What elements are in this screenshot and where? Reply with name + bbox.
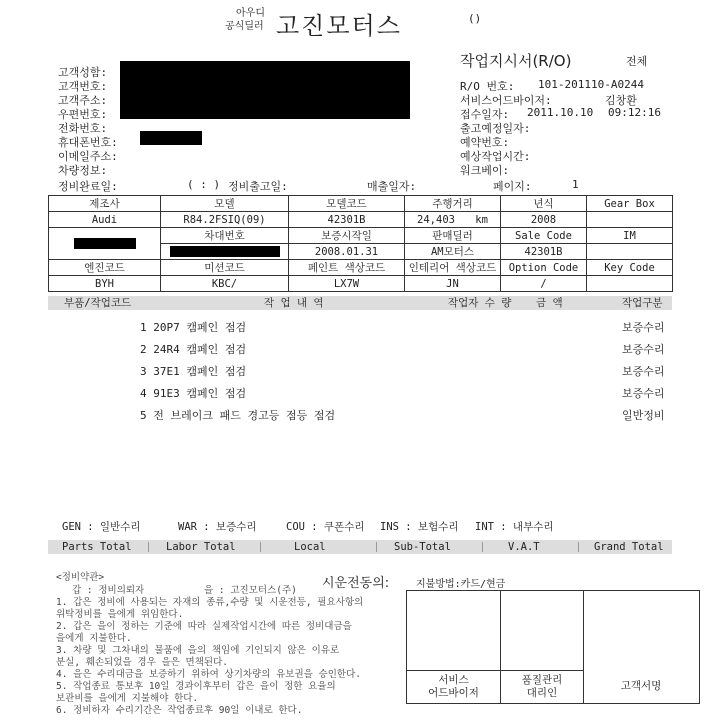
im-value <box>587 244 673 260</box>
vehicle-header-cell: IM <box>587 228 673 244</box>
phone-label: 전화번호: <box>58 122 108 135</box>
model-code-value: 42301B <box>289 212 405 228</box>
gearbox-value <box>587 212 673 228</box>
amount-header: 금 액 <box>536 297 563 309</box>
item-number: 4 <box>140 387 147 400</box>
vehicle-header-cell: 주행거리 <box>405 196 501 212</box>
list-item <box>140 319 246 335</box>
signature-customer[interactable]: 고객서명 <box>620 680 662 692</box>
header-paren: () <box>468 12 482 25</box>
terms-line: 위탁정비를 을에게 위임한다. <box>56 609 184 620</box>
item-text: 20P7 캠페인 점검 <box>153 321 247 334</box>
terms-line: 5. 작업종료 통보후 10일 경과이후부터 갑은 을이 정한 요율의 <box>56 681 336 692</box>
option-code-value: / <box>501 276 587 292</box>
vehicle-header-cell: 판매딜러 <box>405 228 501 244</box>
signature-advisor-line1: 서비스 <box>438 674 469 686</box>
terms-line: 보관비를 을에게 지불해야 한다. <box>56 693 199 704</box>
mobile-label: 휴대폰번호: <box>58 136 118 149</box>
page-value: 1 <box>572 178 579 191</box>
item-number: 3 <box>140 365 147 378</box>
vehicle-table <box>48 195 673 292</box>
labor-total-label: Labor Total <box>166 541 236 553</box>
item-text: 91E3 캠페인 점검 <box>153 387 247 400</box>
item-category: 보증수리 <box>622 387 665 400</box>
redacted-vin <box>170 246 280 257</box>
model-value: R84.2FSIQ(09) <box>161 212 289 228</box>
vehicle-header-cell: 미션코드 <box>161 260 289 276</box>
category-header: 작업구분 <box>622 297 663 309</box>
legend-int: INT : 내부수리 <box>475 521 554 533</box>
item-category: 보증수리 <box>622 321 665 334</box>
page-label: 페이지: <box>493 180 532 193</box>
item-text: 전 브레이크 패드 경고등 점등 점검 <box>153 409 336 422</box>
paint-code-value: LX7W <box>289 276 405 292</box>
terms-line: 4. 을은 수리대금을 보증하기 위하여 상기차량의 유보권을 승인한다. <box>56 669 361 680</box>
description-header: 작 업 내 역 <box>264 297 324 309</box>
email-label: 이메일주소: <box>58 150 118 163</box>
completion-label: 정비완료일: <box>58 180 118 193</box>
vehicle-header-cell: 보증시작일 <box>289 228 405 244</box>
signature-quality-line2: 대리인 <box>526 687 558 699</box>
grand-total-label: Grand Total <box>594 541 664 553</box>
mileage-value: 24,403 <box>417 213 455 226</box>
list-item <box>140 385 246 401</box>
mileage-unit: km <box>475 213 488 226</box>
vehicle-header-cell: 제조사 <box>49 196 161 212</box>
sub-total-label: Sub-Total <box>394 541 451 553</box>
vehicle-header-cell: 년식 <box>501 196 587 212</box>
ro-number-value: 101-201110-A0244 <box>538 78 644 91</box>
terms-line: 3. 차량 및 그차내의 물품에 을의 책임에 기인되지 않은 이유로 <box>56 645 340 656</box>
terms-line: 1. 갑은 정비에 사용되는 자재의 종류,수량 및 시운전등, 필요사항의 <box>56 597 364 608</box>
key-code-value <box>587 276 673 292</box>
local-label: Local <box>294 541 326 553</box>
vehicle-header-cell: 차대번호 <box>161 228 289 244</box>
payment-method: 지불방법:카드/현금 <box>416 579 506 590</box>
parts-code-header: 부품/작업코드 <box>64 297 132 309</box>
signature-advisor[interactable] <box>406 674 501 700</box>
signature-divider <box>406 670 584 671</box>
sale-code-value: 42301B <box>501 244 587 260</box>
vehicle-header-cell: Option Code <box>501 260 587 276</box>
walkway-label: 워크베이: <box>460 164 510 177</box>
vin-cell <box>161 244 289 260</box>
totals-bar <box>48 540 672 554</box>
list-item <box>140 363 246 379</box>
zip-label: 우편번호: <box>58 108 108 121</box>
brand-small-bottom: 공식딜러 <box>225 21 264 32</box>
list-item <box>140 341 246 357</box>
planned-release-label: 출고예정일자: <box>460 122 531 135</box>
legend-cou: COU : 쿠폰수리 <box>286 521 365 533</box>
mileage-cell <box>405 212 501 228</box>
vehicle-header-cell: Sale Code <box>501 228 587 244</box>
received-date: 2011.10.10 <box>527 106 594 119</box>
terms-line: 분실, 훼손되었을 경우 을은 면책된다. <box>56 657 228 668</box>
advisor-label: 서비스어드바이저: <box>460 94 552 107</box>
vehicle-header-cell: 엔진코드 <box>49 260 161 276</box>
item-category: 보증수리 <box>622 343 665 356</box>
brand-small-top: 아우디 <box>236 8 265 19</box>
vehicle-header-cell: 모델 <box>161 196 289 212</box>
legend-war: WAR : 보증수리 <box>178 521 257 533</box>
transmission-code-value: KBC/ <box>161 276 289 292</box>
terms-to: 을 : 고진모터스(주) <box>204 585 297 596</box>
item-category: 보증수리 <box>622 365 665 378</box>
work-order-title: 작업지시서(R/O) <box>460 52 572 70</box>
test-drive-label: 시운전동의: <box>322 576 390 591</box>
vehicle-header-cell: 인테리어 색상코드 <box>405 260 501 276</box>
redacted-cell <box>74 238 136 249</box>
item-number: 2 <box>140 343 147 356</box>
vehicle-row1-headers <box>49 196 673 212</box>
completion-value: ( : ) <box>187 178 221 191</box>
vehicle-header-cell: 모델코드 <box>289 196 405 212</box>
totals-separator <box>148 542 149 552</box>
totals-separator <box>376 542 377 552</box>
vehicle-header-cell: Key Code <box>587 260 673 276</box>
warranty-start-value: 2008.01.31 <box>289 244 405 260</box>
terms-from: 갑 : 정비의뢰자 <box>72 585 145 596</box>
terms-line: 2. 갑은 을이 정하는 기준에 따라 실제작업시간에 따른 정비대금을 <box>56 621 352 632</box>
received-time: 09:12:16 <box>608 106 661 119</box>
item-text: 37E1 캠페인 점검 <box>153 365 247 378</box>
terms-title: <정비약관> <box>56 572 105 583</box>
legend-ins: INS : 보험수리 <box>380 521 459 533</box>
vehicle-row3-values <box>49 276 673 292</box>
terms-line: 을에게 지불한다. <box>56 633 132 644</box>
customer-address-label: 고객주소: <box>58 94 108 107</box>
engine-code-value: BYH <box>49 276 161 292</box>
received-label: 접수일자: <box>460 108 510 121</box>
vehicle-header-cell: 페인트 색상코드 <box>289 260 405 276</box>
reservation-label: 예약번호: <box>460 136 510 149</box>
order-scope: 전체 <box>626 55 648 68</box>
advisor-value: 김창환 <box>605 94 637 107</box>
signature-advisor-line2: 어드바이저 <box>428 687 479 699</box>
dealer-name: 고진모터스 <box>276 12 402 40</box>
sales-date-label: 매출일자: <box>367 180 417 193</box>
item-number: 1 <box>140 321 147 334</box>
vehicle-row2-headers <box>49 228 673 244</box>
worker-qty-header: 작업자 수 량 <box>448 297 512 309</box>
redacted-customer-info <box>120 61 410 119</box>
vehicle-info-label: 차량정보: <box>58 164 108 177</box>
totals-separator <box>482 542 483 552</box>
item-number: 5 <box>140 409 147 422</box>
sales-dealer-value: AM모터스 <box>405 244 501 260</box>
manufacturer-value: Audi <box>49 212 161 228</box>
interior-code-value: JN <box>405 276 501 292</box>
customer-name-label: 고객성함: <box>58 66 108 79</box>
vehicle-header-cell <box>49 228 161 260</box>
terms-list <box>56 597 363 717</box>
work-header-bar <box>48 296 672 310</box>
vehicle-row3-headers <box>49 260 673 276</box>
signature-quality-line1: 품질관리 <box>521 674 563 686</box>
parts-total-label: Parts Total <box>62 541 132 553</box>
totals-separator <box>578 542 579 552</box>
list-item <box>140 407 335 423</box>
release-label: 정비출고일: <box>228 180 288 193</box>
redacted-mobile <box>140 131 202 145</box>
year-value: 2008 <box>501 212 587 228</box>
item-category: 일반정비 <box>622 409 665 422</box>
totals-separator <box>260 542 261 552</box>
signature-quality[interactable] <box>501 674 583 700</box>
legend-gen: GEN : 일반수리 <box>62 521 141 533</box>
planned-work-label: 예상작업시간: <box>460 150 531 163</box>
vehicle-row1-values <box>49 212 673 228</box>
customer-number-label: 고객번호: <box>58 80 108 93</box>
vehicle-header-cell: Gear Box <box>587 196 673 212</box>
ro-number-label: R/O 번호: <box>460 80 515 93</box>
item-text: 24R4 캠페인 점검 <box>153 343 247 356</box>
vat-label: V.A.T <box>508 541 540 553</box>
terms-line: 6. 정비하자 수리기간은 작업종료후 90일 이내로 한다. <box>56 705 303 716</box>
